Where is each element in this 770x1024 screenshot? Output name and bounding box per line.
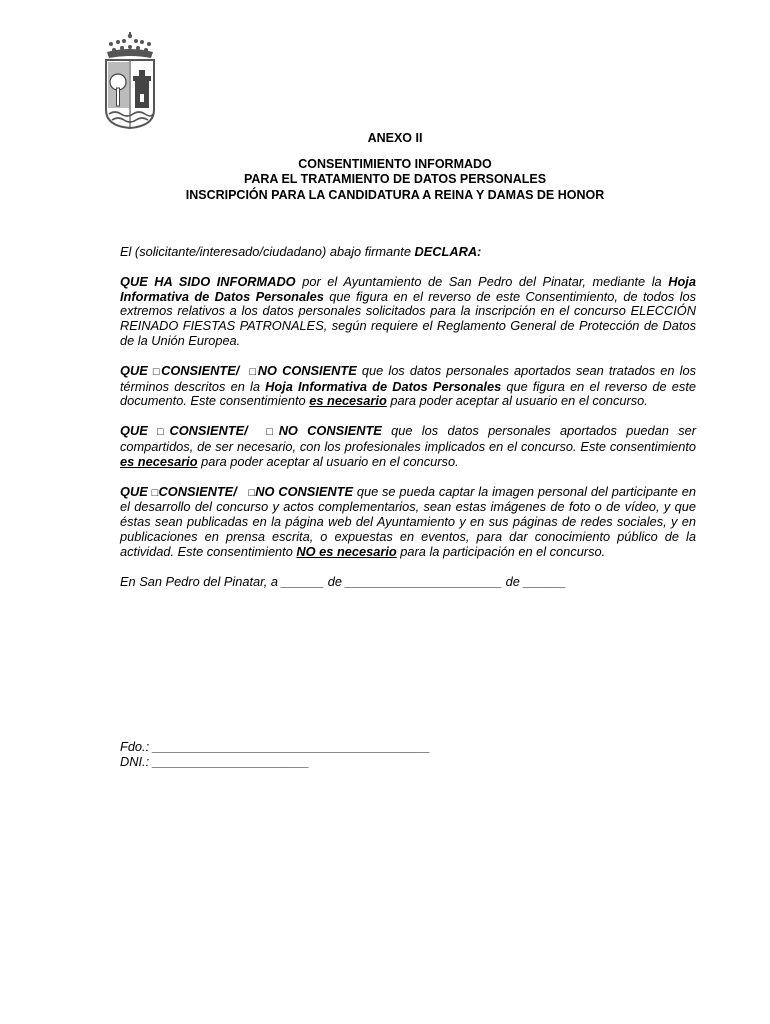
consiente-checkbox[interactable]: □ [157, 426, 170, 439]
informed-text-2: que figura en el reverso de este Consentimiento, de todos los extremos relativos a los datos personales solicitados para la inscripción en el concurso ELECCIÓN REINADO FIESTAS PATRONALES, según requiere el Reglamento General de Protección de Datos de la Unión Europea. [120, 288, 696, 348]
consent1-text-3: para poder aceptar al usuario en el concurso. [386, 393, 648, 409]
place-date-line: En San Pedro del Pinatar, a ______ de ______________________ de ______ [120, 573, 567, 589]
consent3-text-1: que se pueda captar la imagen personal del participante en el desarrollo del concurso y actos complementarios, sean estas imágenes de foto o de vídeo, y que éstas sean publicadas en la página web del Ayuntamiento y en sus páginas de redes sociales, y en publicaciones en prensa escrita, o expuestas en eventos, para dar conocimiento público de la actividad. Este consentimiento [120, 483, 696, 559]
consent-treatment-paragraph [120, 364, 696, 409]
consent2-necesario: es necesario [120, 453, 198, 469]
no-consiente-label: NO CONSIENTE [255, 483, 353, 499]
consiente-checkbox[interactable]: □ [151, 486, 159, 499]
consent1-text-1: que los datos personales aportados sean tratados en los términos descritos en la [120, 362, 696, 394]
consent1-necesario: es necesario [309, 393, 387, 409]
no-consiente-label: NO CONSIENTE [278, 423, 382, 439]
consent3-no-necesario: NO es necesario [296, 543, 397, 559]
title-line-1: CONSENTIMIENTO INFORMADO [298, 156, 492, 171]
consiente-label: CONSIENTE/ [158, 483, 237, 499]
intro-text: El (solicitante/interesado/ciudadano) abajo firmante [120, 244, 415, 259]
signature-dni-line[interactable]: DNI.: ______________________ [120, 754, 310, 769]
consent2-text-1: que los datos personales aportados puedan ser compartidos, de ser necesario, con los profesionales implicados en el concurso. Este consentimiento [120, 423, 696, 454]
document-title-block [120, 131, 670, 203]
consent3-text-2: para la participación en el concurso. [396, 543, 606, 559]
document-body [120, 245, 696, 604]
consiente-label: CONSIENTE/ [161, 362, 240, 378]
informed-lead: QUE HA SIDO INFORMADO [120, 273, 296, 289]
que-label: QUE [120, 423, 158, 439]
intro-paragraph [120, 245, 696, 260]
no-consiente-checkbox[interactable]: □ [249, 365, 258, 378]
informed-text-1: por el Ayuntamiento de San Pedro del Pinatar, mediante la [295, 273, 669, 289]
no-consiente-label: NO CONSIENTE [257, 362, 357, 378]
consent1-text-2: que figura en el reverso de este documento. Este consentimiento [120, 378, 696, 409]
que-label: QUE [120, 483, 152, 499]
que-label: QUE [120, 362, 153, 378]
consiente-checkbox[interactable]: □ [152, 365, 162, 378]
consent-image-paragraph [120, 485, 696, 560]
annex-title: ANEXO II [367, 131, 423, 145]
coat-of-arms-logo [100, 30, 160, 130]
signature-fdo-line[interactable]: Fdo.: _______________________________________ [120, 739, 431, 754]
signature-block [120, 739, 620, 769]
consent-sharing-paragraph [120, 424, 696, 469]
consent2-text-2: para poder aceptar al usuario en el concurso. [197, 453, 459, 469]
declara-label: DECLARA: [414, 244, 482, 259]
title-line-2: PARA EL TRATAMIENTO DE DATOS PERSONALES [243, 172, 547, 186]
title-line-3: INSCRIPCIÓN PARA LA CANDIDATURA A REINA Y DAMAS DE HONOR [185, 187, 605, 202]
consiente-label: CONSIENTE/ [169, 423, 248, 439]
informed-hoja: Hoja Informativa de Datos Personales [120, 273, 696, 304]
informed-paragraph [120, 275, 696, 349]
consent1-hoja: Hoja Informativa de Datos Personales [265, 378, 502, 394]
no-consiente-checkbox[interactable]: □ [266, 426, 279, 439]
no-consiente-checkbox[interactable]: □ [248, 486, 256, 499]
